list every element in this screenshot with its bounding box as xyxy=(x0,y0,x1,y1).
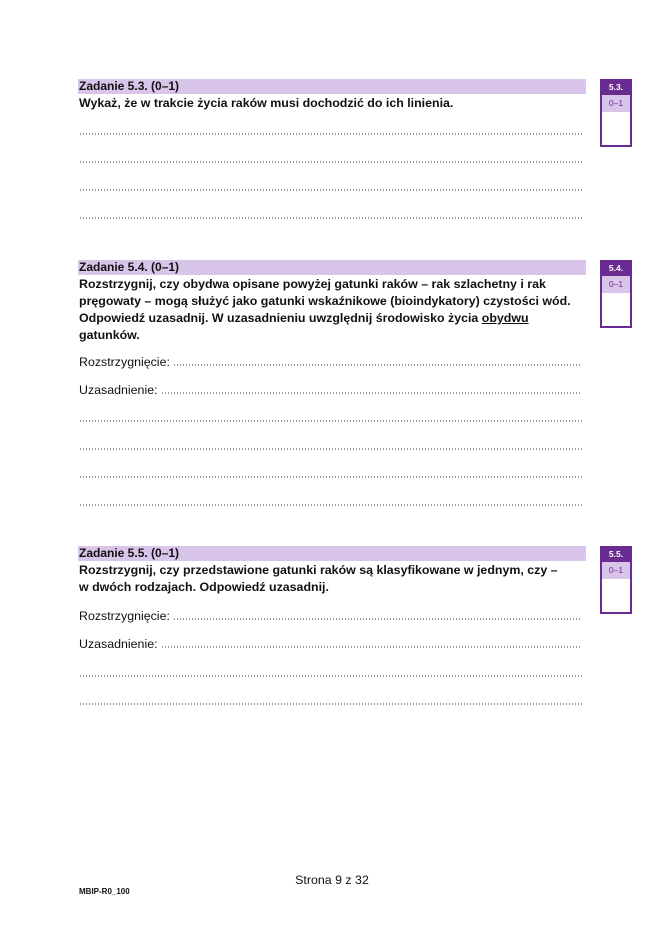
score-box xyxy=(600,79,632,147)
page-number: Strona 9 z 32 xyxy=(295,873,369,887)
task-header: Zadanie 5.4. (0–1) xyxy=(78,260,586,275)
score-points: 0–1 xyxy=(600,276,632,293)
justification-line[interactable] xyxy=(161,646,582,648)
prompt-line xyxy=(79,310,579,327)
score-box xyxy=(600,546,632,614)
score-entry-box[interactable] xyxy=(600,579,632,614)
score-points: 0–1 xyxy=(600,562,632,579)
prompt-line: gatunków. xyxy=(79,328,140,342)
prompt-line: pręgowaty – mogą służyć jako gatunki wskaźnikowe (bioindykatory) czystości wód. xyxy=(79,294,571,308)
answer-line[interactable] xyxy=(79,420,582,422)
score-number: 5.3. xyxy=(600,79,632,95)
score-entry-box[interactable] xyxy=(600,112,632,147)
answer-line[interactable] xyxy=(79,476,582,478)
answer-line[interactable] xyxy=(79,675,582,677)
answer-line[interactable] xyxy=(79,161,582,163)
justification-line[interactable] xyxy=(161,392,582,394)
justification-label: Uzasadnienie: xyxy=(79,383,158,397)
score-number: 5.5. xyxy=(600,546,632,562)
prompt-line: w dwóch rodzajach. Odpowiedź uzasadnij. xyxy=(79,580,329,594)
task-prompt: Wykaż, że w trakcie życia raków musi dochodzić do ich linienia. xyxy=(79,96,454,110)
justification-row[interactable] xyxy=(79,383,582,397)
justification-label: Uzasadnienie: xyxy=(79,637,158,651)
answer-line[interactable] xyxy=(79,448,582,450)
task-prompt xyxy=(79,276,579,344)
task-header: Zadanie 5.3. (0–1) xyxy=(78,79,586,94)
score-number: 5.4. xyxy=(600,260,632,276)
answer-line[interactable] xyxy=(79,217,582,219)
prompt-line: Rozstrzygnij, czy przedstawione gatunki raków są klasyfikowane w jednym, czy – xyxy=(79,563,558,577)
prompt-line: Rozstrzygnij, czy obydwa opisane powyżej gatunki raków – rak szlachetny i rak xyxy=(79,277,546,291)
document-code: MBIP-R0_100 xyxy=(79,887,130,896)
decision-row[interactable] xyxy=(79,609,582,623)
score-box xyxy=(600,260,632,328)
decision-label: Rozstrzygnięcie: xyxy=(79,609,170,623)
task-header: Zadanie 5.5. (0–1) xyxy=(78,546,586,561)
decision-line[interactable] xyxy=(173,618,582,620)
task-prompt xyxy=(79,562,579,596)
answer-line[interactable] xyxy=(79,133,582,135)
score-entry-box[interactable] xyxy=(600,293,632,328)
answer-line[interactable] xyxy=(79,189,582,191)
decision-label: Rozstrzygnięcie: xyxy=(79,355,170,369)
score-points: 0–1 xyxy=(600,95,632,112)
justification-row[interactable] xyxy=(79,637,582,651)
answer-line[interactable] xyxy=(79,703,582,705)
answer-line[interactable] xyxy=(79,504,582,506)
prompt-text: Odpowiedź uzasadnij. W uzasadnieniu uwzględnij środowisko życia xyxy=(79,311,482,325)
prompt-underlined: obydwu xyxy=(481,311,529,325)
decision-row[interactable] xyxy=(79,355,582,369)
decision-line[interactable] xyxy=(173,364,582,366)
